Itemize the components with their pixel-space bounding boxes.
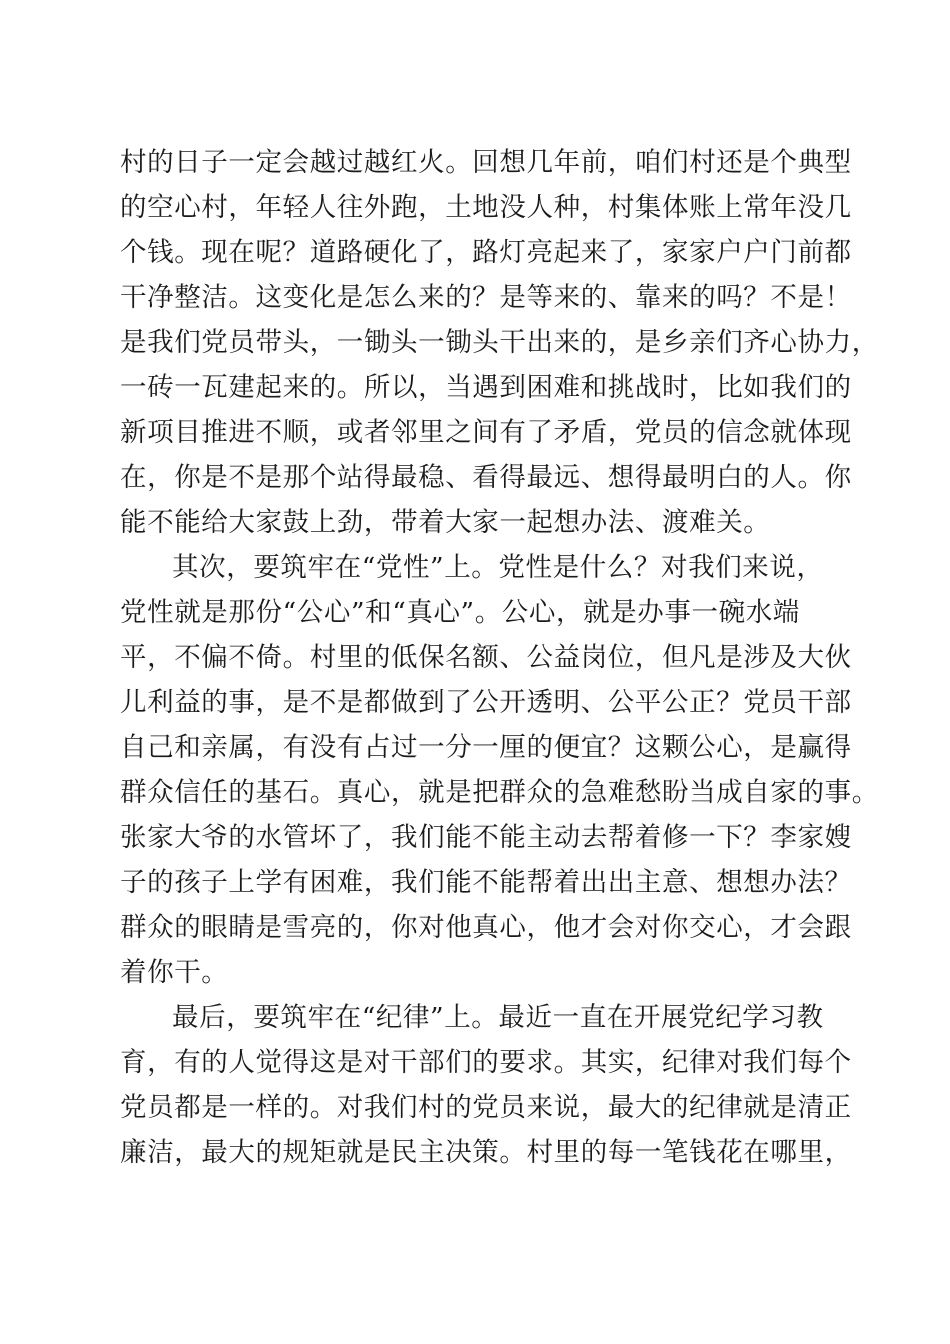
text-line: 在，你是不是那个站得最稳、看得最远、想得最明白的人。你 — [120, 462, 852, 493]
text-line: 党员都是一样的。对我们村的党员来说，最大的纪律就是清正 — [120, 1092, 852, 1123]
text-line: 新项目推进不顺，或者邻里之间有了矛盾，党员的信念就体现 — [120, 417, 852, 448]
text-line: 党性就是那份“公心”和“真心”。公心，就是办事一碗水端 — [120, 597, 800, 628]
paragraph-start-line: 最后，要筑牢在“纪律”上。最近一直在开展党纪学习教 — [172, 1002, 824, 1033]
paragraph-start-line: 其次，要筑牢在“党性”上。党性是什么？对我们来说， — [172, 552, 824, 583]
text-line: 着你干。 — [120, 957, 229, 988]
text-line: 干净整洁。这变化是怎么来的？是等来的、靠来的吗？不是！ — [120, 282, 852, 313]
text-line: 一砖一瓦建起来的。所以，当遇到困难和挑战时，比如我们的 — [120, 372, 852, 403]
text-line: 廉洁，最大的规矩就是民主决策。村里的每一笔钱花在哪里， — [120, 1137, 852, 1168]
text-line: 子的孩子上学有困难，我们能不能帮着出出主意、想想办法？ — [120, 867, 852, 898]
text-line: 群众信任的基石。真心，就是把群众的急难愁盼当成自家的事。 — [120, 777, 879, 808]
text-line: 育，有的人觉得这是对干部们的要求。其实，纪律对我们每个 — [120, 1047, 852, 1078]
text-line: 是我们党员带头，一锄头一锄头干出来的，是乡亲们齐心协力， — [120, 327, 879, 358]
text-line: 自己和亲属，有没有占过一分一厘的便宜？这颗公心，是赢得 — [120, 732, 852, 763]
text-line: 的空心村，年轻人往外跑，土地没人种，村集体账上常年没几 — [120, 192, 852, 223]
text-line: 群众的眼睛是雪亮的，你对他真心，他才会对你交心，才会跟 — [120, 912, 852, 943]
text-line: 儿利益的事，是不是都做到了公开透明、公平公正？党员干部 — [120, 687, 852, 718]
text-line: 村的日子一定会越过越红火。回想几年前，咱们村还是个典型 — [120, 147, 852, 178]
text-line: 平，不偏不倚。村里的低保名额、公益岗位，但凡是涉及大伙 — [120, 642, 852, 673]
text-line: 张家大爷的水管坏了，我们能不能主动去帮着修一下？李家嫂 — [120, 822, 852, 853]
text-line: 个钱。现在呢？道路硬化了，路灯亮起来了，家家户户门前都 — [120, 237, 852, 268]
text-line: 能不能给大家鼓上劲，带着大家一起想办法、渡难关。 — [120, 507, 771, 538]
